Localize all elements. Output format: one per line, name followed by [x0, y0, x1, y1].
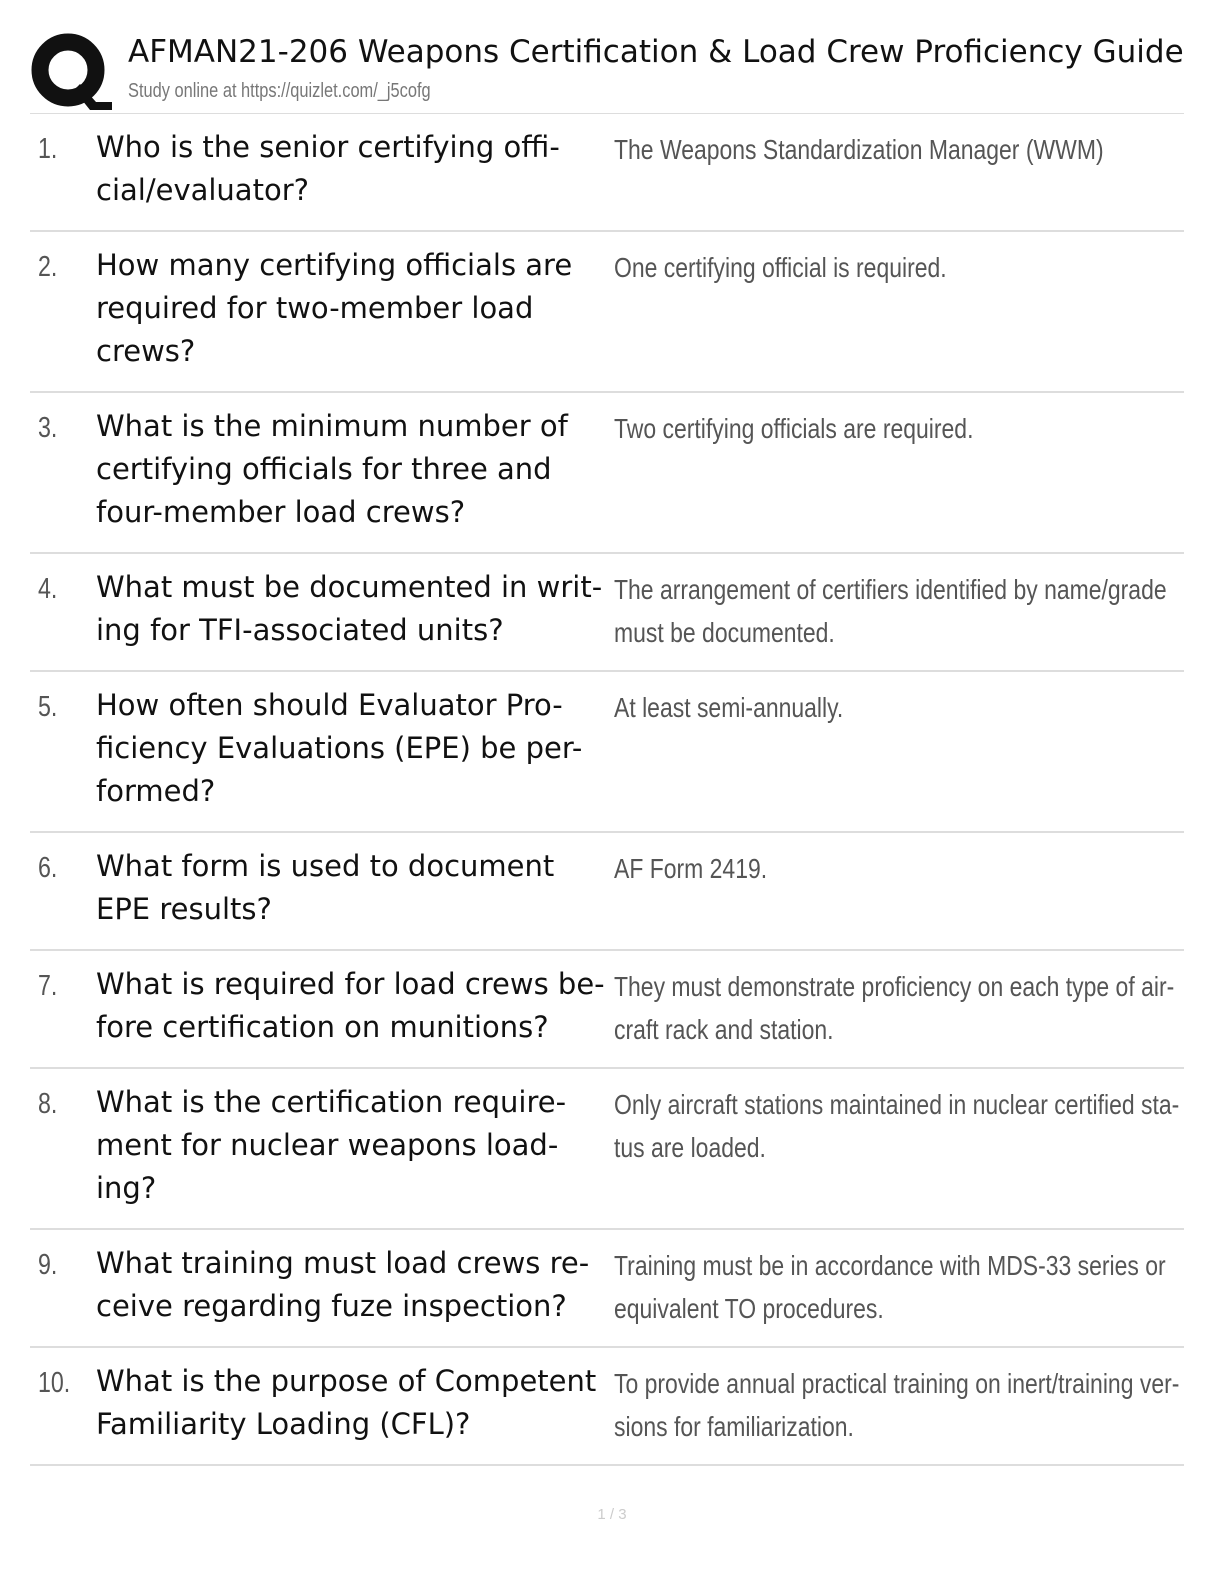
card-term: What is required for load crews be- fore certification on munitions? — [96, 967, 605, 1044]
card-number: 8. — [38, 1088, 58, 1120]
card-number: 5. — [38, 691, 58, 723]
card-definition: Training must be in accordance with MDS-33 series or equivalent TO procedures. — [614, 1250, 1166, 1324]
card-term: What is the certification require- ment for nuclear weapons load- ing? — [96, 1085, 567, 1205]
card-definition: AF Form 2419. — [614, 853, 768, 884]
page-number: 1 / 3 — [597, 1506, 627, 1523]
flashcard-item — [30, 1069, 1184, 1230]
card-term: Who is the senior certifying offi- cial/evaluator? — [96, 130, 560, 207]
card-definition: At least semi-annually. — [614, 692, 844, 723]
page-title: AFMAN21-206 Weapons Certification & Load Crew Proficiency Guide — [128, 34, 1184, 70]
card-term: What form is used to document EPE results? — [96, 849, 555, 926]
card-definition: One certifying official is required. — [614, 252, 947, 283]
card-number: 3. — [38, 412, 58, 444]
card-term: How many certifying officials are required for two-member load crews? — [96, 248, 573, 368]
flashcard-list — [30, 114, 1184, 1466]
card-term: What is the minimum number of certifying officials for three and four-member load crews? — [96, 409, 568, 529]
card-definition: Two certifying officials are required. — [614, 413, 974, 444]
card-definition: The Weapons Standardization Manager (WWM) — [614, 134, 1104, 165]
quizlet-logo-icon — [30, 32, 112, 110]
flashcard-item — [30, 232, 1184, 393]
card-number: 10. — [38, 1367, 71, 1399]
flashcard-item — [30, 554, 1184, 672]
card-number: 2. — [38, 251, 58, 283]
card-number: 9. — [38, 1249, 58, 1281]
study-online-link[interactable]: Study online at https://quizlet.com/_j5cofg — [128, 80, 431, 102]
flashcard-item — [30, 1348, 1184, 1466]
flashcard-item — [30, 672, 1184, 833]
card-term: What is the purpose of Competent Familiarity Loading (CFL)? — [96, 1364, 597, 1441]
flashcard-item — [30, 951, 1184, 1069]
card-number: 7. — [38, 970, 58, 1002]
card-number: 6. — [38, 852, 58, 884]
flashcard-item — [30, 393, 1184, 554]
card-term: What training must load crews re- ceive regarding fuze inspection? — [96, 1246, 590, 1323]
card-definition: They must demonstrate proficiency on each type of air- craft rack and station. — [614, 971, 1175, 1045]
flashcard-item — [30, 1230, 1184, 1348]
card-term: How often should Evaluator Pro- ficiency Evaluations (EPE) be per- formed? — [96, 688, 583, 808]
page-header — [30, 26, 1186, 112]
card-definition: Only aircraft stations maintained in nuclear certified sta- tus are loaded. — [614, 1089, 1180, 1163]
card-definition: The arrangement of certifiers identified by name/grade must be documented. — [614, 574, 1167, 648]
card-term: What must be documented in writ- ing for TFI-associated units? — [96, 570, 603, 647]
flashcard-item — [30, 114, 1184, 232]
flashcard-item — [30, 833, 1184, 951]
card-number: 4. — [38, 573, 58, 605]
card-number: 1. — [38, 133, 58, 165]
card-definition: To provide annual practical training on inert/training ver- sions for familiarization. — [614, 1368, 1180, 1442]
